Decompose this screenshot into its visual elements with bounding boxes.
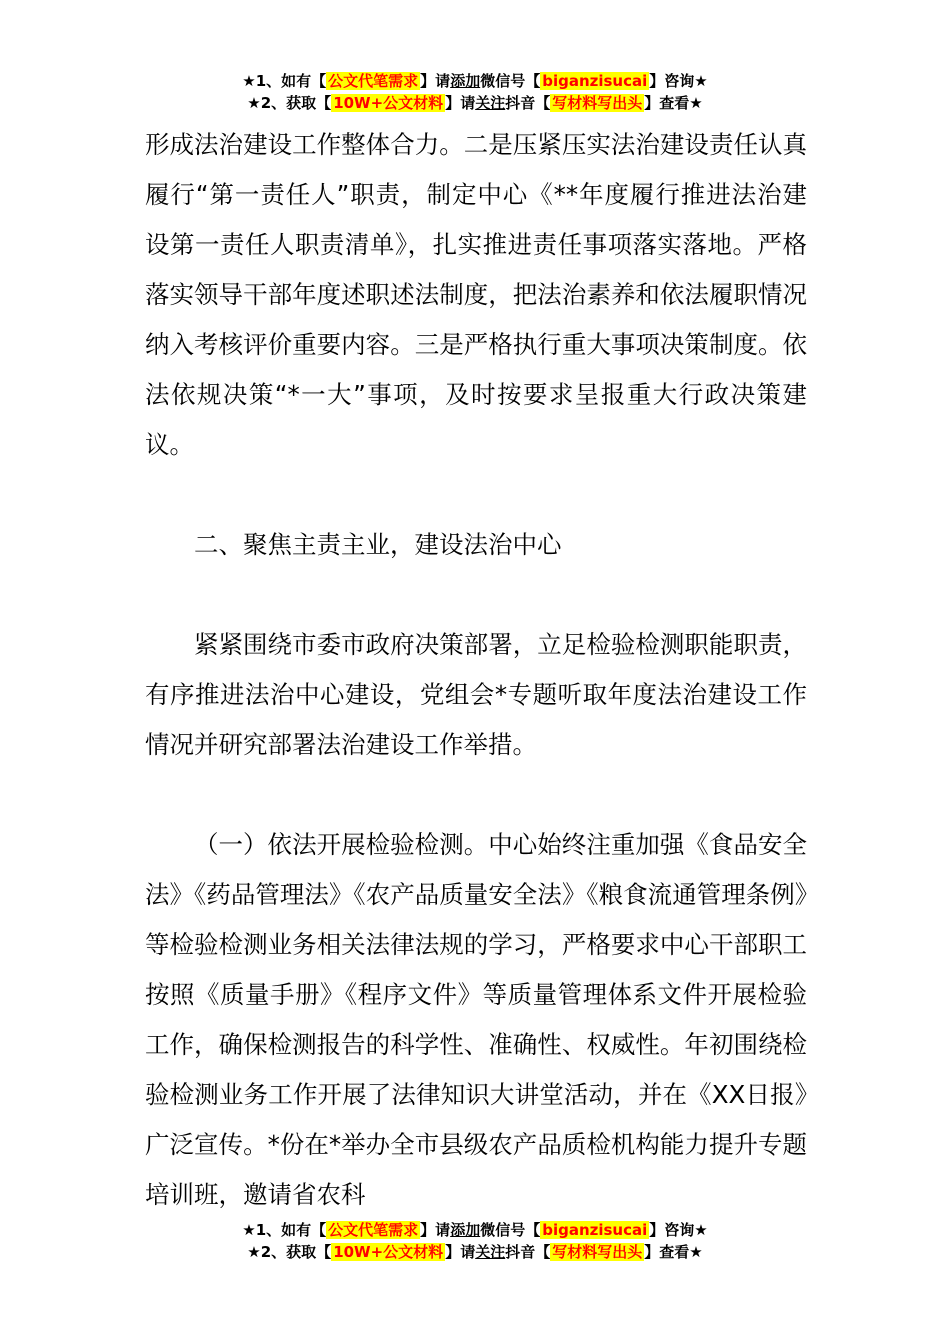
banner-text: 】请 xyxy=(445,1243,476,1261)
banner-text: 】请 xyxy=(445,94,476,112)
banner-highlight: 写材料写出头 xyxy=(552,94,643,112)
bottom-banner-line-1 xyxy=(0,1219,950,1241)
bottom-banner xyxy=(0,1219,950,1263)
banner-text: 】咨询★ xyxy=(649,1221,708,1239)
banner-text: ★1、如有【 xyxy=(242,1221,327,1239)
banner-underlined: 关注 xyxy=(475,94,506,112)
banner-text: ★2、获取【 xyxy=(247,94,332,112)
banner-text: ★1、如有【 xyxy=(242,72,327,90)
paragraph: 紧紧围绕市委市政府决策部署，立足检验检测职能职责，有序推进法治中心建设，党组会*专题听取年度法治建设工作情况并研究部署法治建设工作举措。 xyxy=(145,630,807,759)
banner-text: 】请 xyxy=(420,1221,451,1239)
top-banner xyxy=(0,70,950,114)
banner-text: 】查看★ xyxy=(644,1243,703,1261)
banner-text: 微信号【 xyxy=(480,1221,541,1239)
banner-text: 】查看★ xyxy=(644,94,703,112)
paragraph-continuation: 形成法治建设工作整体合力。二是压紧压实法治建设责任认真履行“第一责任人”职责，制定中心《**年度履行推进法治建设第一责任人职责清单》，扎实推进责任事项落实落地。严格落实领导干部年度述职述法制度，把法治素养和依法履职情况纳入考核评价重要内容。三是严格执行重大事项决策制度。依法依规决策“*一大”事项，及时按要求呈报重大行政决策建议。 xyxy=(145,130,807,459)
paragraph: （一）依法开展检验检测。中心始终注重加强《食品安全法》《药品管理法》《农产品质量安全法》《粮食流通管理条例》等检验检测业务相关法律法规的学习，严格要求中心干部职工按照《质量手册》《程序文件》等质量管理体系文件开展检验工作，确保检测报告的科学性、准确性、权威性。年初围绕检验检测业务工作开展了法律知识大讲堂活动，并在《XX日报》广泛宣传。*份在*举办全市县级农产品质检机构能力提升专题培训班，邀请省农科 xyxy=(145,830,807,1209)
section-heading: 二、聚焦主责主业，建设法治中心 xyxy=(194,530,562,559)
bottom-banner-line-2 xyxy=(0,1241,950,1263)
banner-text: 】咨询★ xyxy=(649,72,708,90)
banner-text: 抖音【 xyxy=(505,1243,551,1261)
document-body xyxy=(145,120,807,1220)
banner-highlight: 10W+公文材料 xyxy=(333,1243,444,1261)
banner-text: 微信号【 xyxy=(480,72,541,90)
banner-highlight: biganzisucai xyxy=(542,1221,648,1239)
banner-underlined: 添加 xyxy=(450,1221,481,1239)
banner-underlined: 添加 xyxy=(450,72,481,90)
top-banner-line-2 xyxy=(0,92,950,114)
top-banner-line-1 xyxy=(0,70,950,92)
banner-highlight: 公文代笔需求 xyxy=(328,72,419,90)
banner-highlight: 10W+公文材料 xyxy=(333,94,444,112)
banner-highlight: biganzisucai xyxy=(542,72,648,90)
banner-text: 抖音【 xyxy=(505,94,551,112)
banner-text: ★2、获取【 xyxy=(247,1243,332,1261)
banner-highlight: 写材料写出头 xyxy=(552,1243,643,1261)
banner-underlined: 关注 xyxy=(475,1243,506,1261)
banner-highlight: 公文代笔需求 xyxy=(328,1221,419,1239)
banner-text: 】请 xyxy=(420,72,451,90)
